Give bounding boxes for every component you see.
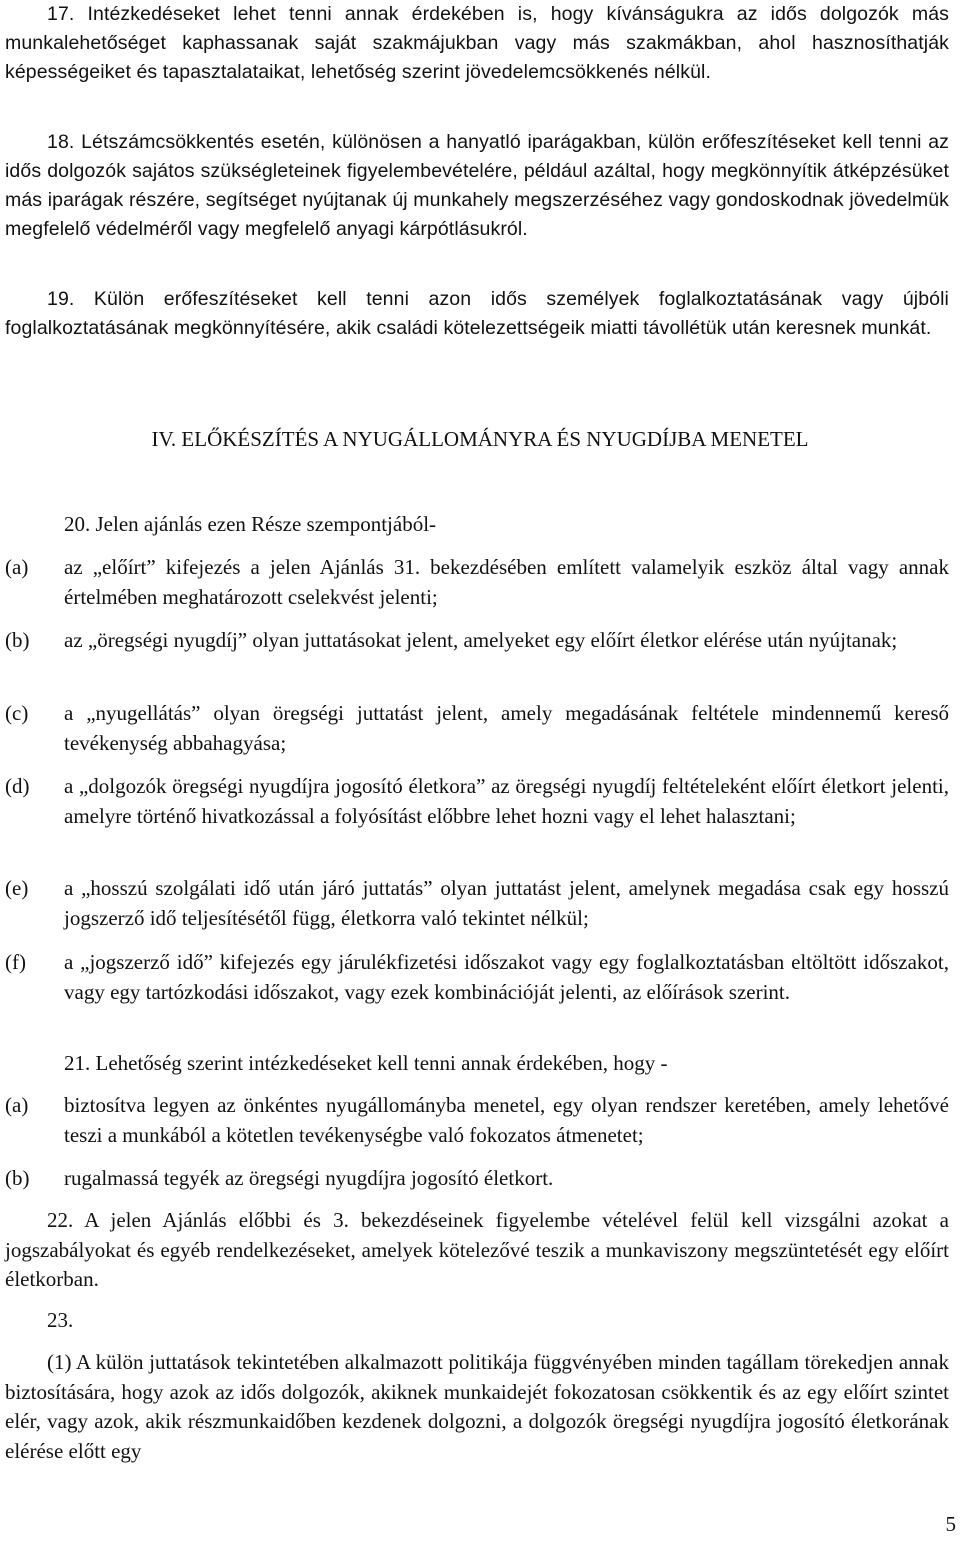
definition-item-f: [5, 948, 949, 1007]
item-text: a „nyugellátás” olyan öregségi juttatást jelent, amely megadásának feltétele mindennemű kereső tevékenység abbahagyása;: [64, 701, 949, 755]
item-label: (c): [5, 701, 29, 725]
page-number: 5: [945, 1512, 956, 1536]
measure-item-a: [5, 1091, 949, 1150]
definition-item-a: [5, 553, 949, 612]
item-text: biztosítva legyen az önkéntes nyugállományba menetel, egy olyan rendszer keretében, amely lehetővé teszi a munkából a kötetlen tevékenységbe való fokozatos átmenetet;: [64, 1093, 949, 1147]
measure-item-b: [5, 1164, 949, 1194]
item-label: (a): [5, 555, 29, 579]
item-text: a „jogszerző idő” kifejezés egy járulékfizetési időszakot vagy egy foglalkoztatásban eltöltött időszakot, vagy egy tartózkodási időszakot, vagy ezek kombinációját jelenti, az előírások szerint.: [64, 950, 949, 1004]
definition-item-b: [5, 626, 949, 656]
item-text: a „hosszú szolgálati idő után járó juttatás” olyan juttatást jelent, amelynek megadása csak egy hosszú jogszerző idő teljesítésétől függ, életkorra való tekintet nélkül;: [64, 876, 949, 930]
paragraph-17: 17. Intézkedéseket lehet tenni annak érdekében is, hogy kívánságukra az idős dolgozók más munkalehetőséget kaphassanak saját szakmájukban vagy más szakmákban, ahol hasznosíthatják képességeiket és tapasztalataikat, lehetőség szerint jövedelemcsökkenés nélkül.: [5, 3, 949, 83]
item-label: (b): [5, 628, 30, 652]
paragraph-23-number: 23.: [47, 1308, 74, 1332]
item-label: (f): [5, 950, 26, 974]
definition-item-c: [5, 699, 949, 758]
paragraph-22: 22. A jelen Ajánlás előbbi és 3. bekezdéseinek figyelembe vételével felül kell vizsgálni azokat a jogszabályokat és egyéb rendelkezéseket, amelyek kötelezővé teszik a munkaviszony megszüntetését egy előírt életkorban.: [5, 1208, 949, 1292]
item-text: az „öregségi nyugdíj” olyan juttatásokat jelent, amelyeket egy előírt életkor elérése után nyújtanak;: [64, 628, 898, 652]
paragraph-18: 18. Létszámcsökkentés esetén, különösen a hanyatló iparágakban, külön erőfeszítéseket kell tenni az idős dolgozók sajátos szükségleteinek figyelembevételére, például azáltal, hogy megkönnyítik átképzésüket más iparágak részére, segítséget nyújtanak új munkahely megszerzéséhez vagy gondoskodnak jövedelmük megfelelő védelméről vagy megfelelő anyagi kárpótlásukról.: [5, 131, 949, 240]
item-text: rugalmassá tegyék az öregségi nyugdíjra jogosító életkort.: [64, 1166, 554, 1190]
section-heading: IV. ELŐKÉSZÍTÉS A NYUGÁLLOMÁNYRA ÉS NYUGDÍJBA MENETEL: [151, 427, 809, 451]
paragraph-21-lead: 21. Lehetőség szerint intézkedéseket kell tenni annak érdekében, hogy -: [64, 1051, 668, 1075]
item-text: a „dolgozók öregségi nyugdíjra jogosító életkora” az öregségi nyugdíj feltételeként előírt életkort jelenti, amelyre történő hivatkozással a folyósítást előbbre lehet hozni vagy el lehet halasztani;: [64, 774, 949, 828]
item-label: (a): [5, 1093, 29, 1117]
paragraph-19: 19. Külön erőfeszítéseket kell tenni azon idős személyek foglalkoztatásának vagy újbóli foglalkoztatásának megkönnyítésére, akik családi kötelezettségeik miatti távollétük után keresnek munkát.: [5, 288, 949, 339]
item-label: (d): [5, 774, 30, 798]
definition-item-e: [5, 874, 949, 933]
paragraph-23-1: (1) A külön juttatások tekintetében alkalmazott politikája függvényében minden tagállam törekedjen annak biztosítására, hogy azok az idős dolgozók, akiknek munkaidejét fokozatosan csökkentik és az egy előírt szintet elér, vagy azok, akik részmunkaidőben kezdenek dolgozni, a dolgozók öregségi nyugdíjra jogosító életkorának elérése előtt egy: [5, 1350, 949, 1463]
item-label: (b): [5, 1166, 30, 1190]
item-text: az „előírt” kifejezés a jelen Ajánlás 31. bekezdésében említett valamelyik eszköz által vagy annak értelmében meghatározott cselekvést jelenti;: [64, 555, 949, 609]
paragraph-20-lead: 20. Jelen ajánlás ezen Része szempontjából-: [64, 512, 437, 536]
definition-item-d: [5, 772, 949, 831]
item-label: (e): [5, 876, 29, 900]
